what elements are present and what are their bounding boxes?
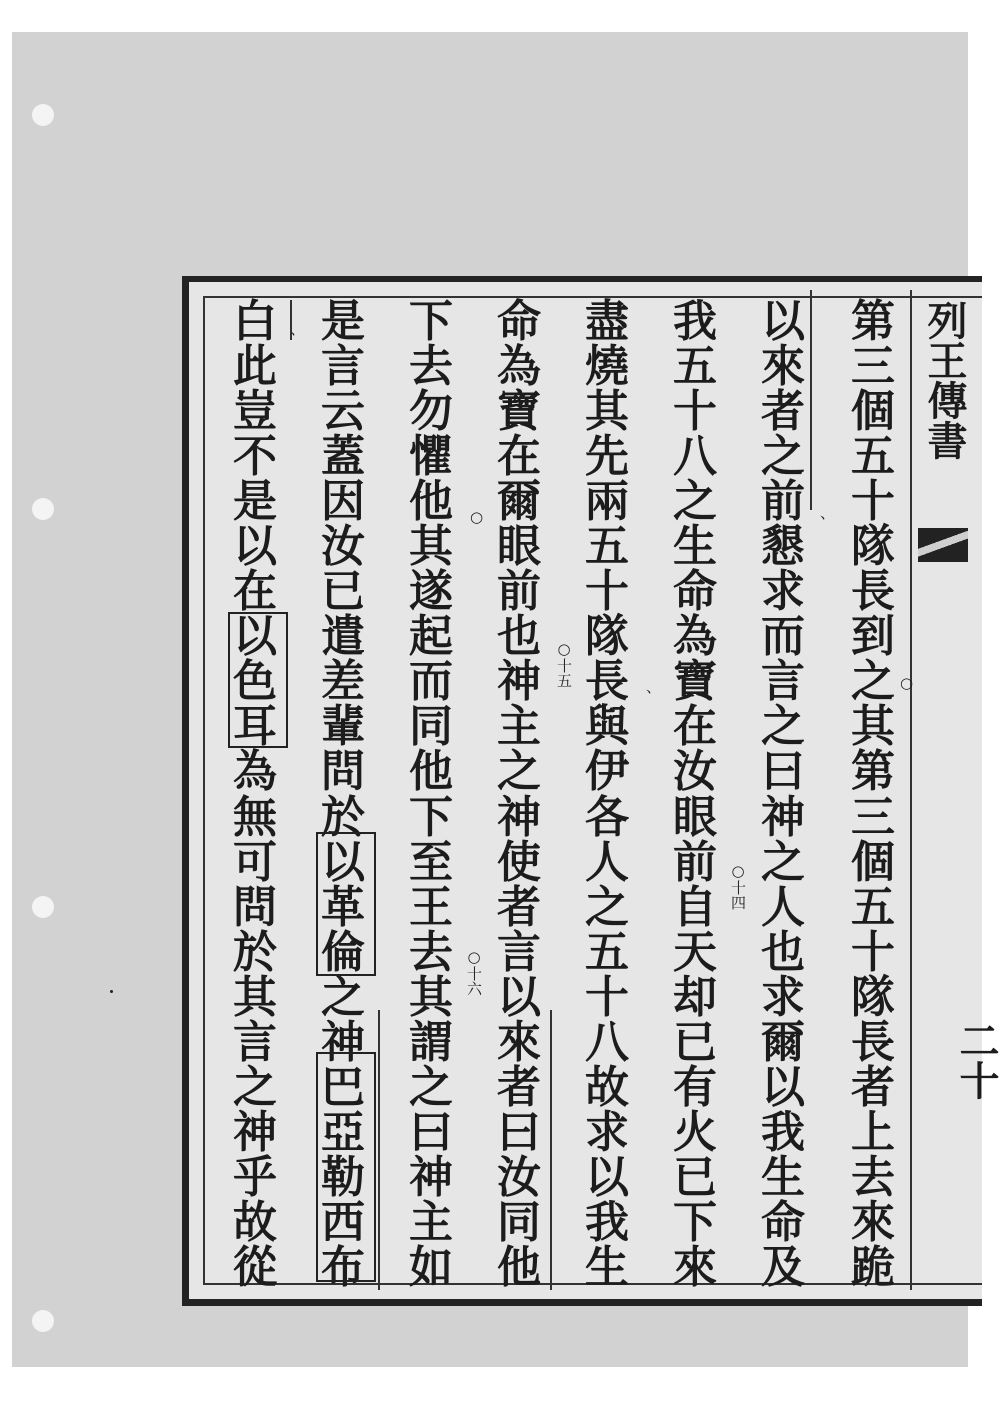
character: 懼 [409, 431, 453, 483]
binder-hole [32, 1310, 54, 1332]
character: 主 [497, 701, 541, 753]
character: 在 [233, 566, 277, 618]
character: 至 [409, 836, 453, 888]
character: 却 [673, 971, 717, 1023]
character: 跪 [851, 1241, 895, 1293]
character: 眼 [497, 521, 541, 573]
character: 前 [761, 476, 805, 528]
character: 色 [233, 656, 277, 708]
annotation-mark: ○十五 [555, 640, 573, 688]
character: 布 [321, 1241, 365, 1293]
book-title-text: 列王傳書 [921, 300, 968, 460]
character: 革 [321, 881, 365, 933]
character: 其 [585, 386, 629, 438]
character: 十 [851, 926, 895, 978]
character: 第 [851, 746, 895, 798]
text-column-8 [224, 296, 286, 1293]
character: 可 [233, 836, 277, 888]
text-column-2 [752, 296, 814, 1293]
character: 以 [761, 1061, 805, 1113]
character: 已 [673, 1151, 717, 1203]
character: 不 [233, 431, 277, 483]
binder-hole [32, 104, 54, 126]
character: 之 [497, 746, 541, 798]
character: 以 [585, 1151, 629, 1203]
character: 下 [673, 1196, 717, 1248]
character: 以 [497, 971, 541, 1023]
column-rule [550, 1010, 552, 1290]
character: 及 [761, 1241, 805, 1293]
character: 來 [497, 1016, 541, 1068]
character: 在 [497, 431, 541, 483]
character: 云 [321, 386, 365, 438]
character: 三 [851, 341, 895, 393]
character: 先 [585, 431, 629, 483]
character: 其 [409, 521, 453, 573]
character: 此 [233, 341, 277, 393]
character: 言 [497, 926, 541, 978]
character: 同 [409, 701, 453, 753]
character: 求 [585, 1106, 629, 1158]
character: 隊 [585, 611, 629, 663]
character: 之 [851, 656, 895, 708]
character: 三 [851, 791, 895, 843]
character: 勒 [321, 1151, 365, 1203]
character: 之 [673, 476, 717, 528]
character: 差 [321, 656, 365, 708]
character: 兩 [585, 476, 629, 528]
character: 他 [409, 476, 453, 528]
character: 來 [673, 1241, 717, 1293]
character: 也 [761, 926, 805, 978]
character: 其 [233, 971, 277, 1023]
character: 爾 [497, 476, 541, 528]
character: 五 [851, 881, 895, 933]
character: 是 [233, 476, 277, 528]
character: 在 [673, 701, 717, 753]
character: 其 [409, 971, 453, 1023]
character: 言 [761, 656, 805, 708]
character: 言 [233, 1016, 277, 1068]
character: 長 [851, 1016, 895, 1068]
name-box [316, 1052, 376, 1282]
character: 長 [585, 656, 629, 708]
character: 去 [409, 341, 453, 393]
character: 八 [673, 431, 717, 483]
character: 神 [233, 1106, 277, 1158]
binder-hole [32, 498, 54, 520]
character: 之 [233, 1061, 277, 1113]
character: 生 [585, 1241, 629, 1293]
character: 遂 [409, 566, 453, 618]
character: 倫 [321, 926, 365, 978]
annotation-mark: 、 [646, 678, 662, 696]
character: 十 [851, 476, 895, 528]
name-box [228, 612, 288, 753]
character: 於 [321, 791, 365, 843]
character: 隊 [851, 971, 895, 1023]
character: 前 [497, 566, 541, 618]
character: 遣 [321, 611, 365, 663]
character: 五 [851, 431, 895, 483]
annotation-mark: ○ [900, 674, 914, 692]
character: 來 [851, 1196, 895, 1248]
character: 以 [321, 836, 365, 888]
character: 火 [673, 1106, 717, 1158]
character: 個 [851, 386, 895, 438]
character: 曰 [409, 1106, 453, 1158]
character: 我 [761, 1106, 805, 1158]
character: 盡 [585, 296, 629, 347]
character: 而 [409, 656, 453, 708]
text-column-4 [576, 296, 638, 1293]
character: 去 [409, 926, 453, 978]
ink-speck [110, 990, 113, 993]
character: 亞 [321, 1106, 365, 1158]
character: 如 [409, 1241, 453, 1293]
character: 隊 [851, 521, 895, 573]
character: 其 [851, 701, 895, 753]
character: 我 [673, 296, 717, 347]
character: 之 [761, 431, 805, 483]
character: 生 [673, 521, 717, 573]
annotation-mark: ○十六 [465, 948, 483, 996]
character: 汝 [497, 1151, 541, 1203]
character: 汝 [673, 746, 717, 798]
character: 之 [321, 971, 365, 1023]
text-column-3 [664, 296, 726, 1293]
annotation-mark: ○十四 [729, 862, 747, 910]
character: 五 [585, 926, 629, 978]
character: 使 [497, 836, 541, 888]
character: 乎 [233, 1151, 277, 1203]
character: 十 [673, 386, 717, 438]
character: 自 [673, 881, 717, 933]
character: 以 [233, 521, 277, 573]
character: 因 [321, 476, 365, 528]
character: 命 [673, 566, 717, 618]
character: 下 [409, 296, 453, 347]
character: 之 [761, 836, 805, 888]
character: 謂 [409, 1016, 453, 1068]
character: 人 [761, 881, 805, 933]
character: 王 [409, 881, 453, 933]
character: 上 [851, 1106, 895, 1158]
character: 人 [585, 836, 629, 888]
character: 白 [233, 296, 277, 347]
character: 他 [497, 1241, 541, 1293]
character: 神 [409, 1151, 453, 1203]
character: 長 [851, 566, 895, 618]
character: 到 [851, 611, 895, 663]
character: 八 [585, 1016, 629, 1068]
character: 懇 [761, 521, 805, 573]
character: 我 [585, 1196, 629, 1248]
title-ornament [918, 528, 968, 562]
character: 蓋 [321, 431, 365, 483]
character: 個 [851, 836, 895, 888]
character: 豈 [233, 386, 277, 438]
character: 眼 [673, 791, 717, 843]
character: 有 [673, 1061, 717, 1113]
character: 於 [233, 926, 277, 978]
annotation-mark: ○ [470, 508, 484, 526]
character: 神 [497, 656, 541, 708]
character: 以 [233, 611, 277, 663]
character: 伊 [585, 746, 629, 798]
character: 去 [851, 1151, 895, 1203]
character: 之 [585, 881, 629, 933]
character: 是 [321, 296, 365, 347]
character: 與 [585, 701, 629, 753]
annotation-mark: 、 [290, 320, 306, 338]
annotation-mark: 、 [820, 504, 836, 522]
character: 前 [673, 836, 717, 888]
character: 曰 [497, 1106, 541, 1158]
character: 生 [761, 1151, 805, 1203]
character: 為 [233, 746, 277, 798]
character: 而 [761, 611, 805, 663]
character: 巴 [321, 1061, 365, 1113]
character: 第 [851, 296, 895, 347]
page-number: 二十 [953, 1020, 1000, 1100]
book-title [920, 300, 968, 460]
character: 天 [673, 926, 717, 978]
character: 耳 [233, 701, 277, 753]
character: 五 [585, 521, 629, 573]
character: 已 [321, 566, 365, 618]
character: 者 [851, 1061, 895, 1113]
character: 已 [673, 1016, 717, 1068]
character: 故 [233, 1196, 277, 1248]
binder-hole [32, 896, 54, 918]
character: 燒 [585, 341, 629, 393]
column-rule [378, 1010, 380, 1290]
character: 同 [497, 1196, 541, 1248]
character: 汝 [321, 521, 365, 573]
character: 各 [585, 791, 629, 843]
character: 求 [761, 566, 805, 618]
character: 也 [497, 611, 541, 663]
name-box [316, 832, 376, 976]
character: 寶 [673, 656, 717, 708]
character: 十 [585, 971, 629, 1023]
column-rule [910, 290, 912, 1290]
character: 寶 [497, 386, 541, 438]
character: 主 [409, 1196, 453, 1248]
character: 者 [761, 386, 805, 438]
character: 來 [761, 341, 805, 393]
character: 問 [233, 881, 277, 933]
character: 為 [497, 341, 541, 393]
character: 從 [233, 1241, 277, 1293]
character: 起 [409, 611, 453, 663]
text-column-6 [400, 296, 462, 1293]
character: 言 [321, 341, 365, 393]
character: 勿 [409, 386, 453, 438]
character: 下 [409, 791, 453, 843]
character: 之 [761, 701, 805, 753]
character: 者 [497, 1061, 541, 1113]
character: 神 [321, 1016, 365, 1068]
character: 命 [761, 1196, 805, 1248]
character: 神 [761, 791, 805, 843]
character: 五 [673, 341, 717, 393]
character: 為 [673, 611, 717, 663]
character: 輩 [321, 701, 365, 753]
character: 無 [233, 791, 277, 843]
character: 爾 [761, 1016, 805, 1068]
character: 曰 [761, 746, 805, 798]
character: 神 [497, 791, 541, 843]
character: 命 [497, 296, 541, 347]
character: 以 [761, 296, 805, 347]
character: 故 [585, 1061, 629, 1113]
text-column-1 [842, 296, 904, 1293]
character: 問 [321, 746, 365, 798]
character: 西 [321, 1196, 365, 1248]
character: 者 [497, 881, 541, 933]
character: 求 [761, 971, 805, 1023]
character: 十 [585, 566, 629, 618]
text-column-5 [488, 296, 550, 1293]
character: 他 [409, 746, 453, 798]
character: 之 [409, 1061, 453, 1113]
